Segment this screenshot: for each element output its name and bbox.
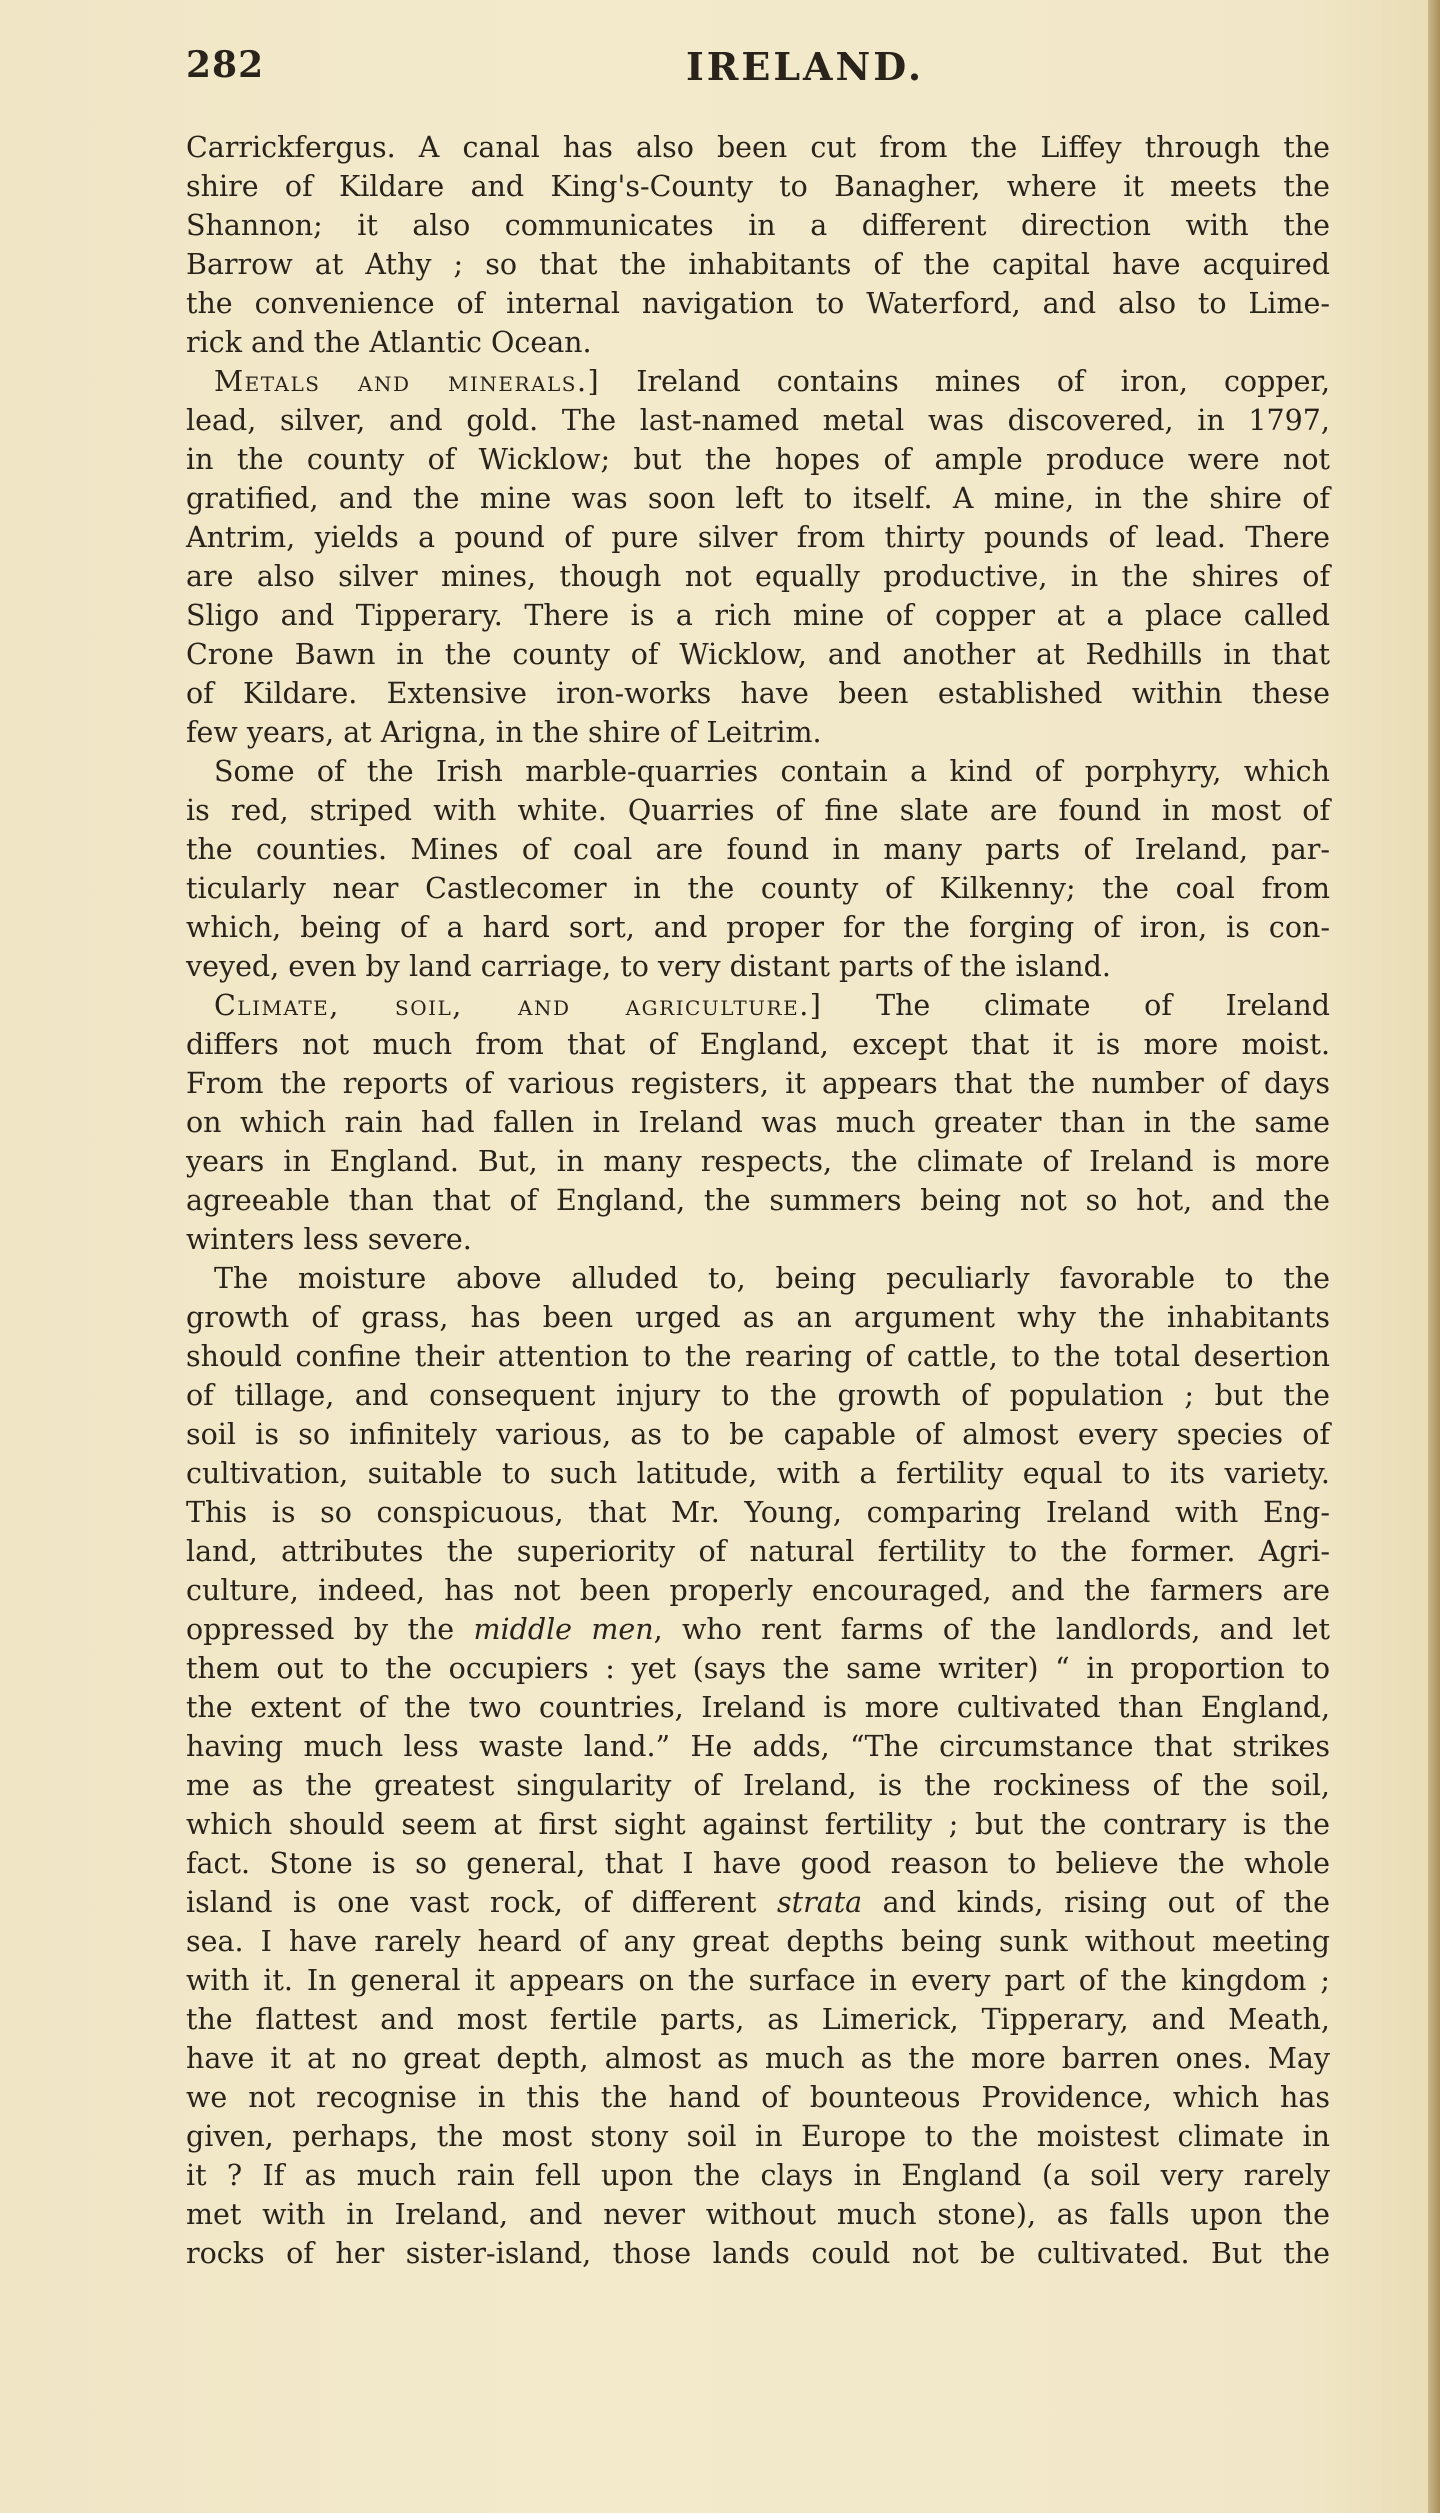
body-text <box>186 128 1330 2273</box>
text-line: shire of Kildare and King's-County to Banagher, where it meets the <box>186 170 1330 203</box>
text-line: culture, indeed, has not been properly encouraged, and the farmers are <box>186 1574 1330 1607</box>
text-line: should confine their attention to the rearing of cattle, to the total desertion <box>186 1340 1330 1373</box>
text-line: me as the greatest singularity of Ireland, is the rockiness of the soil, <box>186 1769 1330 1802</box>
text-line: years in England. But, in many respects, the climate of Ireland is more <box>186 1145 1330 1178</box>
text-fragment: Ireland contains mines of iron, copper, <box>636 365 1330 398</box>
text-line: growth of grass, has been urged as an argument why the inhabitants <box>186 1301 1330 1334</box>
text-line <box>186 1610 1330 1649</box>
text-line: given, perhaps, the most stony soil in Europe to the moistest climate in <box>186 2120 1330 2153</box>
text-line: agreeable than that of England, the summers being not so hot, and the <box>186 1184 1330 1217</box>
text-line: are also silver mines, though not equally productive, in the shires of <box>186 560 1330 593</box>
text-line: sea. I have rarely heard of any great depths being sunk without meeting <box>186 1925 1330 1958</box>
text-line <box>186 362 1330 401</box>
section-heading-climate: Climate, soil, and agriculture.] <box>214 989 823 1022</box>
text-line: have it at no great depth, almost as much as the more barren ones. May <box>186 2042 1330 2075</box>
text-line: we not recognise in this the hand of bounteous Providence, which has <box>186 2081 1330 2114</box>
text-line: of tillage, and consequent injury to the growth of population ; but the <box>186 1379 1330 1412</box>
text-line: having much less waste land.” He adds, “The circumstance that strikes <box>186 1730 1330 1763</box>
text-line: From the reports of various registers, it appears that the number of days <box>186 1067 1330 1100</box>
text-line: lead, silver, and gold. The last-named metal was discovered, in 1797, <box>186 404 1330 437</box>
page-header <box>186 44 1330 104</box>
text-line: rocks of her sister-island, those lands could not be cultivated. But the <box>186 2237 1330 2270</box>
text-line: This is so conspicuous, that Mr. Young, comparing Ireland with Eng- <box>186 1496 1330 1529</box>
text-line: rick and the Atlantic Ocean. <box>186 326 592 359</box>
text-line: few years, at Arigna, in the shire of Leitrim. <box>186 716 822 749</box>
text-fragment: The climate of Ireland <box>876 989 1331 1022</box>
text-line: the convenience of internal navigation to Waterford, and also to Lime- <box>186 287 1330 320</box>
text-fragment: , who rent farms of the landlords, and let <box>653 1613 1331 1646</box>
text-line: Some of the Irish marble-quarries contain a kind of porphyry, which <box>214 755 1330 788</box>
text-line: gratified, and the mine was soon left to itself. A mine, in the shire of <box>186 482 1330 515</box>
text-line: soil is so infinitely various, as to be capable of almost every species of <box>186 1418 1330 1451</box>
text-fragment: oppressed by the <box>186 1613 455 1646</box>
text-line: with it. In general it appears on the surface in every part of the kingdom ; <box>186 1964 1330 1997</box>
text-line: Barrow at Athy ; so that the inhabitants of the capital have acquired <box>186 248 1330 281</box>
text-line: Shannon; it also communicates in a different direction with the <box>186 209 1330 242</box>
text-line: The moisture above alluded to, being peculiarly favorable to the <box>214 1262 1330 1295</box>
page-number: 282 <box>186 44 265 86</box>
text-line: in the county of Wicklow; but the hopes of ample produce were not <box>186 443 1330 476</box>
text-line: cultivation, suitable to such latitude, with a fertility equal to its variety. <box>186 1457 1330 1490</box>
text-line <box>186 1883 1330 1922</box>
text-line: is red, striped with white. Quarries of fine slate are found in most of <box>186 794 1330 827</box>
text-line: winters less severe. <box>186 1223 472 1256</box>
text-line: which should seem at first sight against fertility ; but the contrary is the <box>186 1808 1330 1841</box>
text-line: fact. Stone is so general, that I have good reason to believe the whole <box>186 1847 1330 1880</box>
text-line: it ? If as much rain fell upon the clays in England (a soil very rarely <box>186 2159 1330 2192</box>
page-edge-shadow <box>1428 0 1440 2513</box>
text-line: land, attributes the superiority of natural fertility to the former. Agri- <box>186 1535 1330 1568</box>
text-line: which, being of a hard sort, and proper for the forging of iron, is con- <box>186 911 1330 944</box>
text-line: Crone Bawn in the county of Wicklow, and another at Redhills in that <box>186 638 1330 671</box>
text-line: the counties. Mines of coal are found in many parts of Ireland, par- <box>186 833 1330 866</box>
text-line: the flattest and most fertile parts, as Limerick, Tipperary, and Meath, <box>186 2003 1330 2036</box>
text-line: differs not much from that of England, except that it is more moist. <box>186 1028 1330 1061</box>
text-line: the extent of the two countries, Ireland is more cultivated than England, <box>186 1691 1330 1724</box>
text-line: of Kildare. Extensive iron-works have been established within these <box>186 677 1330 710</box>
italic-strata: strata <box>777 1886 863 1919</box>
text-line: Carrickfergus. A canal has also been cut from the Liffey through the <box>186 131 1330 164</box>
text-line: them out to the occupiers : yet (says the same writer) “ in proportion to <box>186 1652 1330 1685</box>
text-line: veyed, even by land carriage, to very distant parts of the island. <box>186 950 1111 983</box>
text-line: Antrim, yields a pound of pure silver from thirty pounds of lead. There <box>186 521 1330 554</box>
text-line: Sligo and Tipperary. There is a rich mine of copper at a place called <box>186 599 1330 632</box>
text-line: on which rain had fallen in Ireland was much greater than in the same <box>186 1106 1330 1139</box>
running-head: IRELAND. <box>686 44 925 89</box>
italic-middle-men: middle men <box>473 1613 654 1646</box>
section-heading-metals: Metals and minerals.] <box>214 365 601 398</box>
text-line: met with in Ireland, and never without much stone), as falls upon the <box>186 2198 1330 2231</box>
text-line: ticularly near Castlecomer in the county of Kilkenny; the coal from <box>186 872 1330 905</box>
text-fragment: and kinds, rising out of the <box>882 1886 1330 1919</box>
text-fragment: island is one vast rock, of different <box>186 1886 757 1919</box>
text-line <box>186 986 1330 1025</box>
